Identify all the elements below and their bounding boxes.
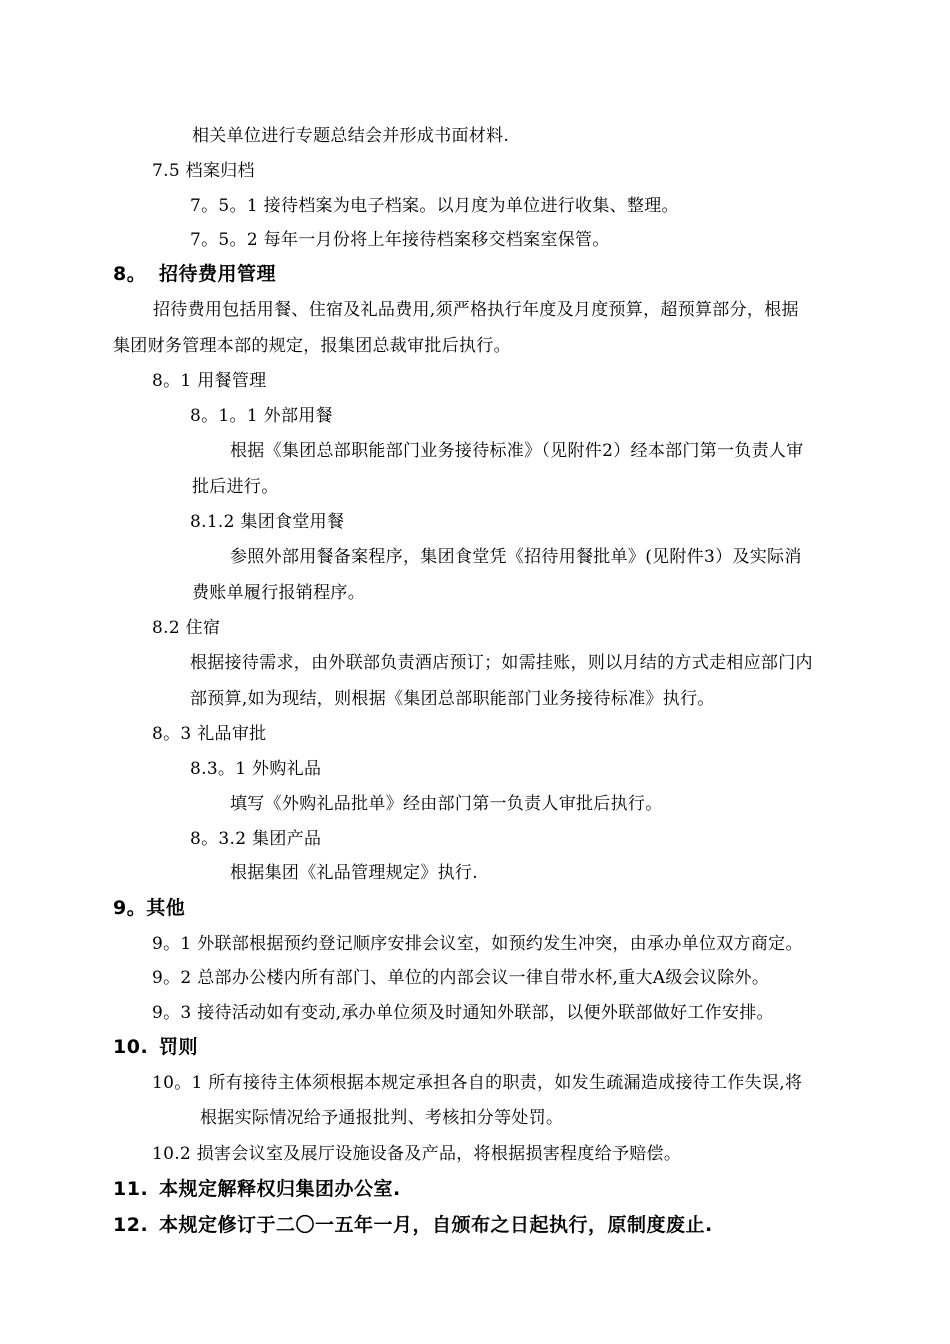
- paragraph-line: 根据实际情况给予通报批判、考核扣分等处罚。: [200, 1108, 564, 1128]
- section-number: 8。: [113, 263, 147, 285]
- paragraph-line: 部预算,如为现结，则根据《集团总部职能部门业务接待标准》执行。: [190, 689, 715, 709]
- paragraph-line: 根据集团《礼品管理规定》执行.: [230, 863, 478, 883]
- clause-8-3-1: 8.3。1 外购礼品: [190, 759, 322, 779]
- section-title: 本规定解释权归集团办公室.: [159, 1178, 401, 1200]
- clause-10-2: 10.2 损害会议室及展厅设施设备及产品，将根据损害程度给予赔偿。: [152, 1144, 682, 1164]
- section-title: 罚则: [159, 1036, 199, 1058]
- subsection-heading-8-1: 8。1 用餐管理: [152, 371, 267, 391]
- paragraph-line: 参照外部用餐备案程序，集团食堂凭《招待用餐批单》(见附件3）及实际消: [230, 547, 802, 567]
- section-heading-9: 9。其他: [113, 897, 186, 919]
- clause-9-1: 9。1 外联部根据预约登记顺序安排会议室，如预约发生冲突，由承办单位双方商定。: [152, 934, 803, 954]
- paragraph-line: 填写《外购礼品批单》经由部门第一负责人审批后执行。: [230, 794, 663, 814]
- section-heading-10: [113, 1035, 198, 1059]
- section-heading-8: [113, 262, 276, 286]
- clause-7-5-2: 7。5。2 每年一月份将上年接待档案移交档案室保管。: [190, 230, 610, 250]
- clause-7-5-1: 7。5。1 接待档案为电子档案。以月度为单位进行收集、整理。: [190, 196, 679, 216]
- clause-8-3-2: 8。3.2 集团产品: [190, 829, 322, 849]
- paragraph-line: 招待费用包括用餐、住宿及礼品费用,须严格执行年度及月度预算，超预算部分，根据: [153, 300, 799, 320]
- paragraph-line: 根据接待需求，由外联部负责酒店预订；如需挂账，则以月结的方式走相应部门内: [190, 653, 813, 673]
- subsection-heading-7-5: 7.5 档案归档: [152, 161, 255, 181]
- paragraph-line: 批后进行。: [192, 477, 279, 497]
- paragraph-line: 集团财务管理本部的规定，报集团总裁审批后执行。: [113, 336, 511, 356]
- clause-8-1-2: 8.1.2 集团食堂用餐: [190, 512, 345, 532]
- section-number: 11.: [113, 1178, 149, 1200]
- clause-9-2: 9。2 总部办公楼内所有部门、单位的内部会议一律自带水杯,重大A级会议除外。: [152, 968, 770, 988]
- section-title: 招待费用管理: [159, 263, 277, 285]
- section-heading-12: [113, 1213, 713, 1237]
- subsection-heading-8-2: 8.2 住宿: [152, 618, 221, 638]
- paragraph-line: 费账单履行报销程序。: [192, 583, 365, 603]
- section-heading-11: [113, 1177, 401, 1201]
- clause-9-3: 9。3 接待活动如有变动,承办单位须及时通知外联部，以便外联部做好工作安排。: [152, 1003, 774, 1023]
- clause-8-1-1: 8。1。1 外部用餐: [190, 406, 333, 426]
- section-number: 12.: [113, 1214, 149, 1236]
- clause-10-1: 10。1 所有接待主体须根据本规定承担各自的职责，如发生疏漏造成接待工作失误,将: [152, 1073, 803, 1093]
- section-title: 本规定修订于二〇一五年一月，自颁布之日起执行，原制度废止.: [159, 1214, 713, 1236]
- paragraph-line: 根据《集团总部职能部门业务接待标准》（见附件2）经本部门第一负责人审: [230, 441, 804, 461]
- paragraph-line: 相关单位进行专题总结会并形成书面材料.: [192, 126, 510, 146]
- subsection-heading-8-3: 8。3 礼品审批: [152, 724, 267, 744]
- section-number: 10.: [113, 1036, 149, 1058]
